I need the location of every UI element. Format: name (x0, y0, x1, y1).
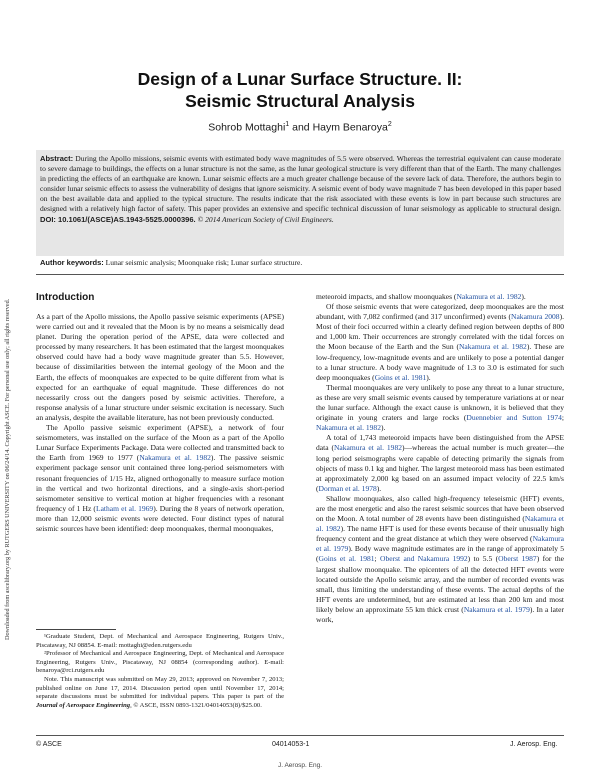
author-keywords (40, 258, 561, 267)
paragraph-text: ). The passive seismic experiment package sensor unit contained three long-period seismometers with resonant frequencies of 1/15 Hz, aligned orthogonally to measure surface motion in the vertical and two horizontal directions, and a single-axis short-period seismometer sensitive to vertical motion at higher frequencies with a resonant frequency of 1 Hz ( (36, 453, 284, 513)
paragraph-text: meteoroid impacts, and shallow moonquakes ( (316, 292, 457, 301)
journal-name: Journal of Aerospace Engineering (36, 701, 131, 709)
note-text: , © ASCE, ISSN 0893-1321/04014053(8)/$25.00. (130, 701, 262, 709)
manuscript-note (36, 676, 284, 710)
paragraph-text: A total of 1,743 meteoroid impacts have been distinguished from the APSE data ( (316, 433, 564, 453)
citation-link[interactable]: Goins et al. 1981 (374, 372, 427, 382)
paragraph-text: ) for the largest shallow moonquake. The epicenters of all the detected HFT events were located outside the Apollo seismic array, and the number of recorded events was small, thus limiting the understanding of these events. The actual depths of the HFT events are undetermined, but are estimated at less than 200 km and most likely below an approximate 55 km thick crust ( (316, 554, 564, 614)
paragraph-text: ). (376, 483, 382, 493)
paragraph-text: ; (374, 554, 381, 564)
footer-article-number: 04014053-1 (272, 741, 310, 748)
footnotes (36, 633, 284, 710)
paragraph-text: ). During the 8 years of network operation, more than 12,000 seismic events were detected. Four distinct types of natural seismic sources have been identified: deep moonquakes, thermal moonquakes, (36, 503, 284, 533)
right-column (316, 292, 564, 625)
citation-link[interactable]: Nakamura et al. 1982 (316, 423, 381, 433)
right-paragraph-2 (316, 383, 564, 433)
paragraph-text: The Apollo passive seismic experiment (APSE), a network of four seismometers, was installed on the surface of the Moon as a part of the Apollo Lunar Surface Experiments Package. Data were collected and transmitted back to the Earth from 1969 to 1977 ( (36, 423, 284, 463)
note-text: Note. This manuscript was submitted on May 29, 2013; approved on November 7, 2013; published online on June 17, 2014. Discussion period open until November 17, 2014; separate discussions must be submitted for individual papers. This paper is part of the (36, 675, 284, 701)
right-paragraph-1 (316, 302, 564, 383)
paragraph-text: ). (521, 292, 526, 301)
citation-link[interactable]: Nakamura 2008 (511, 312, 560, 322)
paragraph-text: ). Most of their foci occurred within a clearly defined region between depths of 800 and 1,000 km. Their occurrences are strongly correlated with the tidal forces on the Moon because of the Earth and the Sun ( (316, 312, 564, 352)
paragraph-text: Shallow moonquakes, also called high-frequency teleseismic (HFT) events, are the most energetic and also the rarest seismic sources that have been observed on the Moon. A total number of 28 events have been distinguished ( (316, 493, 564, 524)
citation-link[interactable]: Nakamura et al. 1982 (139, 453, 211, 463)
paper-title-line2: Seismic Structural Analysis (185, 91, 415, 111)
right-paragraph-0 (316, 292, 564, 302)
keywords-label: Author keywords: (40, 258, 104, 267)
paragraph-text: ). In a later work, (316, 604, 564, 624)
download-notice (4, 140, 18, 640)
citation-link[interactable]: Nakamura et al. 1979 (316, 534, 564, 554)
left-column (36, 312, 284, 534)
right-paragraph-4 (316, 494, 564, 625)
paragraph-text: ). (380, 423, 386, 433)
section-heading-introduction: Introduction (36, 292, 95, 303)
paragraph-text: ). Body wave magnitude estimates are in the range of approximately 5 ( (316, 544, 564, 564)
footer-journal-bottom: J. Aerosp. Eng. (277, 762, 323, 769)
abstract (40, 154, 561, 225)
intro-paragraph-2 (36, 423, 284, 534)
footnote-1: ¹Graduate Student, Dept. of Mechanical and Aerospace Engineering, Rutgers Univ., Piscataway, NJ 08854. E-mail: mottaghi@eden.rutgers.edu (36, 633, 284, 649)
paragraph-text: ). (426, 372, 431, 382)
author-2: Haym Benaroya (312, 121, 388, 134)
paper-title-line1: Design of a Lunar Surface Structure. II: (137, 69, 463, 89)
copyright-notice: © 2014 American Society of Civil Engineers. (195, 214, 334, 224)
author-list (0, 121, 600, 134)
footnote-divider (36, 629, 116, 630)
download-notice-text: Downloaded from ascelibrary.org by RUTGERS UNIVERSITY on 06/24/14. Copyright ASCE. For personal use only; all rights reserved. (4, 298, 11, 640)
right-paragraph-3 (316, 433, 564, 494)
citation-link[interactable]: Nakamura et al. 1982 (316, 514, 564, 534)
citation-link[interactable]: Nakamura et al. 1982 (333, 443, 402, 453)
paragraph-text: ) to 5.5 ( (467, 554, 499, 564)
footer-divider (36, 735, 564, 736)
author-separator: and (289, 121, 313, 134)
author-1-affiliation-mark: 1 (285, 121, 290, 128)
paragraph-text: )—whereas the actual number is much greater—the long period seismographs were capable of detecting primarily the signals from objects of mass 0.1 kg and higher. The largest meteoroid mass has been estimated at approximately 2,000 kg based on an assumed impact velocity of 22.5 km/s ( (316, 443, 564, 493)
author-2-affiliation-mark: 2 (387, 121, 392, 128)
paragraph-text: Of those seismic events that were categorized, deep moonquakes are the most abundant, with 7,082 confirmed (and 317 unconfirmed) events ( (316, 302, 564, 322)
citation-link[interactable]: Oberst and Nakamura 1992 (380, 554, 468, 564)
paragraph-text: ; (561, 413, 564, 423)
paragraph-text: ). These are low-frequency, low-magnitude events and are unlikely to pose a potential danger to a lunar structure. A body wave magnitude of 1.3 to 3.0 is estimated for such deep moonquakes ( (316, 342, 564, 382)
citation-link[interactable]: Duennebier and Sutton 1974 (466, 413, 562, 423)
citation-link[interactable]: Latham et al. 1969 (95, 503, 154, 513)
intro-paragraph-1: As a part of the Apollo missions, the Apollo passive seismic experiments (APSE) were carried out and it revealed that the Moon is by no means a seismically dead planet. During the operation period of the APSE, data were collected and processed by many researchers. It has been estimated that the largest moonquakes observed could have had a body wave magnitude greater than 5.5. However, because of dissimilarities between the internal geology of the Moon and the Earth, the effects of moonquakes are expected to be quite different from what is expected for an earthquake of equal magnitude. These differences do not necessarily cross out the dangers posed by seismic activities. Therefore, a response analysis of a lunar structure under seismic excitation is necessary. Such an analysis, despite the available literature, has not been previously conducted. (36, 312, 284, 422)
citation-link[interactable]: Dorman et al. 1978 (318, 483, 377, 493)
abstract-label: Abstract: (40, 154, 74, 163)
citation-link[interactable]: Goins et al. 1981 (318, 554, 375, 564)
citation-link[interactable]: Nakamura et al. 1982 (456, 292, 522, 301)
footer-copyright: © ASCE (36, 741, 62, 748)
footnote-2: ²Professor of Mechanical and Aerospace Engineering, Dept. of Mechanical and Aerospace Engineering, Rutgers Univ., Piscataway, NJ 08854 (corresponding author). E-mail: benaroya@rci.rutgers.edu (36, 650, 284, 675)
footer-journal: J. Aerosp. Eng. (510, 741, 558, 748)
citation-link[interactable]: Nakamura et al. 1982 (458, 342, 527, 352)
paragraph-text: Thermal moonquakes are very unlikely to pose any threat to a lunar structure, as these are very small seismic events caused by temperature variations at or near the lunar surface. Although the exact cause is unknown, it is believed that they originate in young craters and large rocks ( (316, 382, 564, 423)
citation-link[interactable]: Nakamura et al. 1979 (463, 604, 530, 614)
abstract-text: During the Apollo missions, seismic events with estimated body wave magnitudes of 5.5 were observed. Whereas the terrestrial equivalent can cause moderate to severe damage to buildings, the effects on a lunar structure is not the same, as the lunar geological structure is very different than that of the Earth. The many challenges in predicting the effects of an earthquake are known. Lunar seismic effects are a much greater challenge because of the severe lack of data. Therefore, the authors begin to consider lunar seismic effects to assess the vulnerability of designs that ignore seismicity. A seismic event of body wave magnitude 7 has been developed in this paper based on the best available data and applied to the typical structure. The results indicate that the risk associated with these events is low in part because such structures are designed with a relatively high factor of safety. This paper provides an extensive and specific technical discussion of lunar seismology as applicable to structural design. (40, 154, 561, 214)
paragraph-text: ). The name HFT is used for these events because of their unusually high frequency content and the great distance at which they were observed ( (316, 524, 564, 544)
keywords-text: Lunar seismic analysis; Moonquake risk; Lunar surface structure. (103, 258, 303, 267)
author-1: Sohrob Mottaghi (208, 121, 286, 134)
doi-link[interactable]: DOI: 10.1061/(ASCE)AS.1943-5525.0000396. (40, 214, 196, 224)
citation-link[interactable]: Oberst 1987 (498, 554, 537, 564)
header-divider (36, 274, 564, 275)
